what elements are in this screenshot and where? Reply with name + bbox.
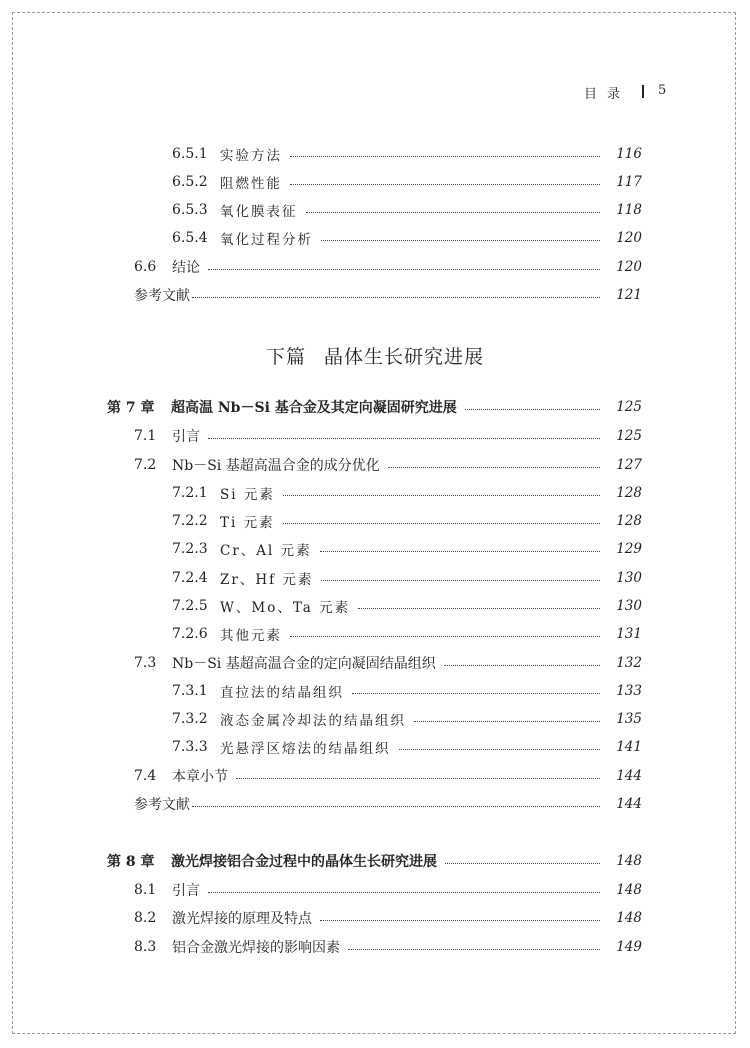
chapter-page: 125 — [616, 399, 642, 415]
entry-number: 7.3.1 — [172, 683, 208, 699]
entry-number: 7.2.3 — [172, 541, 208, 557]
toc-entry-7-2-3[interactable] — [172, 538, 642, 560]
dot-leader — [290, 184, 600, 185]
entry-label: 直拉法的结晶组织 — [220, 685, 344, 701]
entry-label: 实验方法 — [220, 148, 282, 164]
entry-label: 液态金属冷却法的结晶组织 — [220, 713, 406, 729]
entry-label: 氧化过程分析 — [220, 232, 313, 248]
dot-leader — [283, 495, 600, 496]
toc-entry-6-6[interactable] — [134, 256, 642, 278]
dot-leader — [236, 778, 600, 779]
part-title: 晶体生长研究进展 — [324, 346, 485, 368]
chapter-number: 第 7 章 — [107, 400, 155, 416]
entry-number: 7.2 — [134, 457, 157, 473]
entry-number: 7.4 — [134, 768, 157, 784]
dot-leader — [414, 721, 600, 722]
dot-leader — [290, 636, 600, 637]
entry-label: 光悬浮区熔法的结晶组织 — [220, 741, 391, 757]
dot-leader — [465, 409, 600, 410]
toc-entry-7-2[interactable] — [134, 454, 642, 476]
dot-leader — [192, 806, 600, 807]
entry-page: 125 — [616, 428, 642, 444]
entry-page: 133 — [616, 683, 642, 699]
entry-page: 120 — [616, 259, 642, 275]
entry-page: 132 — [616, 655, 642, 671]
chapter-number: 第 8 章 — [107, 854, 155, 870]
entry-label: 本章小节 — [172, 769, 228, 785]
entry-page: 128 — [616, 513, 642, 529]
header-divider — [642, 85, 644, 98]
entry-page: 120 — [616, 230, 642, 246]
dot-leader — [445, 863, 600, 864]
entry-label: 铝合金激光焊接的影响因素 — [172, 940, 340, 956]
entry-page: 121 — [616, 287, 642, 303]
dot-leader — [444, 665, 600, 666]
toc-entry-7-3-3[interactable] — [172, 736, 642, 758]
toc-chapter-7[interactable] — [107, 396, 642, 418]
entry-number: 6.6 — [134, 259, 157, 275]
dot-leader — [208, 438, 600, 439]
entry-page: 128 — [616, 485, 642, 501]
entry-page: 130 — [616, 598, 642, 614]
dot-leader — [320, 920, 600, 921]
entry-number: 8.1 — [134, 882, 157, 898]
toc-entry-references-6[interactable] — [134, 284, 642, 306]
entry-page: 130 — [616, 570, 642, 586]
entry-label: 阻燃性能 — [220, 176, 282, 192]
entry-page: 127 — [616, 457, 642, 473]
entry-number: 7.3.2 — [172, 711, 208, 727]
entry-number: 7.2.1 — [172, 485, 208, 501]
entry-page: 148 — [616, 910, 642, 926]
entry-number: 7.1 — [134, 428, 157, 444]
toc-entry-7-2-4[interactable] — [172, 567, 642, 589]
toc-entry-6-5-3[interactable] — [172, 199, 642, 221]
dot-leader — [352, 693, 600, 694]
entry-number: 6.5.3 — [172, 202, 208, 218]
entry-page: 135 — [616, 711, 642, 727]
entry-label: Ti 元素 — [220, 515, 275, 531]
entry-page: 149 — [616, 939, 642, 955]
toc-entry-8-3[interactable] — [134, 936, 642, 958]
entry-page: 131 — [616, 626, 642, 642]
dot-leader — [388, 467, 600, 468]
dot-leader — [348, 949, 600, 950]
dot-leader — [192, 297, 600, 298]
entry-number: 8.3 — [134, 939, 157, 955]
header-page-number: 5 — [658, 83, 667, 98]
entry-number: 6.5.1 — [172, 146, 208, 162]
entry-number: 6.5.4 — [172, 230, 208, 246]
chapter-label: 激光焊接铝合金过程中的晶体生长研究进展 — [171, 854, 437, 870]
toc-chapter-8[interactable] — [107, 850, 642, 872]
toc-entry-7-1[interactable] — [134, 425, 642, 447]
dot-leader — [321, 240, 600, 241]
chapter-page: 148 — [616, 853, 642, 869]
entry-label: 激光焊接的原理及特点 — [172, 911, 312, 927]
entry-page: 118 — [616, 202, 642, 218]
toc-entry-7-3[interactable] — [134, 652, 642, 674]
entry-page: 117 — [616, 174, 642, 190]
entry-number: 6.5.2 — [172, 174, 208, 190]
entry-label: Nb－Si 基超高温合金的成分优化 — [172, 458, 380, 474]
entry-label: W、Mo、Ta 元素 — [220, 600, 351, 616]
entry-page: 141 — [616, 739, 642, 755]
dot-leader — [208, 892, 600, 893]
toc-entry-8-1[interactable] — [134, 879, 642, 901]
running-header — [0, 83, 750, 103]
dot-leader — [320, 551, 600, 552]
dot-leader — [283, 523, 600, 524]
entry-label: 参考文献 — [134, 797, 190, 813]
toc-entry-references-7[interactable] — [134, 793, 642, 815]
entry-label: Cr、Al 元素 — [220, 543, 312, 559]
toc-entry-6-5-2[interactable] — [172, 171, 642, 193]
dot-leader — [290, 156, 600, 157]
toc-entry-8-2[interactable] — [134, 907, 642, 929]
toc-entry-6-5-4[interactable] — [172, 227, 642, 249]
entry-number: 7.3.3 — [172, 739, 208, 755]
toc-entry-7-3-1[interactable] — [172, 680, 642, 702]
entry-number: 7.2.6 — [172, 626, 208, 642]
toc-entry-7-2-5[interactable] — [172, 595, 642, 617]
entry-page: 144 — [616, 768, 642, 784]
entry-label: 氧化膜表征 — [220, 204, 298, 220]
toc-entry-7-2-2[interactable] — [172, 510, 642, 532]
dot-leader — [358, 608, 600, 609]
toc-entry-7-4[interactable] — [134, 765, 642, 787]
entry-label: 引言 — [172, 429, 200, 445]
entry-label: Nb－Si 基超高温合金的定向凝固结晶组织 — [172, 656, 436, 672]
header-title: 目录 — [584, 87, 631, 102]
entry-page: 148 — [616, 882, 642, 898]
chapter-label: 超高温 Nb－Si 基合金及其定向凝固研究进展 — [171, 400, 457, 416]
entry-number: 8.2 — [134, 910, 157, 926]
toc-entry-7-3-2[interactable] — [172, 708, 642, 730]
entry-label: Zr、Hf 元素 — [220, 572, 314, 588]
entry-label: 结论 — [172, 260, 200, 276]
toc-entry-7-2-1[interactable] — [172, 482, 642, 504]
dot-leader — [208, 269, 600, 270]
toc-entry-7-2-6[interactable] — [172, 623, 642, 645]
entry-label: Si 元素 — [220, 487, 275, 503]
dot-leader — [306, 212, 601, 213]
part-heading — [0, 342, 750, 369]
entry-page: 129 — [616, 541, 642, 557]
entry-number: 7.3 — [134, 655, 157, 671]
entry-number: 7.2.5 — [172, 598, 208, 614]
entry-number: 7.2.4 — [172, 570, 208, 586]
entry-label: 参考文献 — [134, 288, 190, 304]
entry-page: 116 — [616, 146, 642, 162]
dot-leader — [399, 749, 601, 750]
part-name: 下篇 — [265, 346, 306, 368]
entry-number: 7.2.2 — [172, 513, 208, 529]
toc-entry-6-5-1[interactable] — [172, 143, 642, 165]
entry-label: 其他元素 — [220, 628, 282, 644]
entry-label: 引言 — [172, 883, 200, 899]
dot-leader — [321, 580, 600, 581]
entry-page: 144 — [616, 796, 642, 812]
